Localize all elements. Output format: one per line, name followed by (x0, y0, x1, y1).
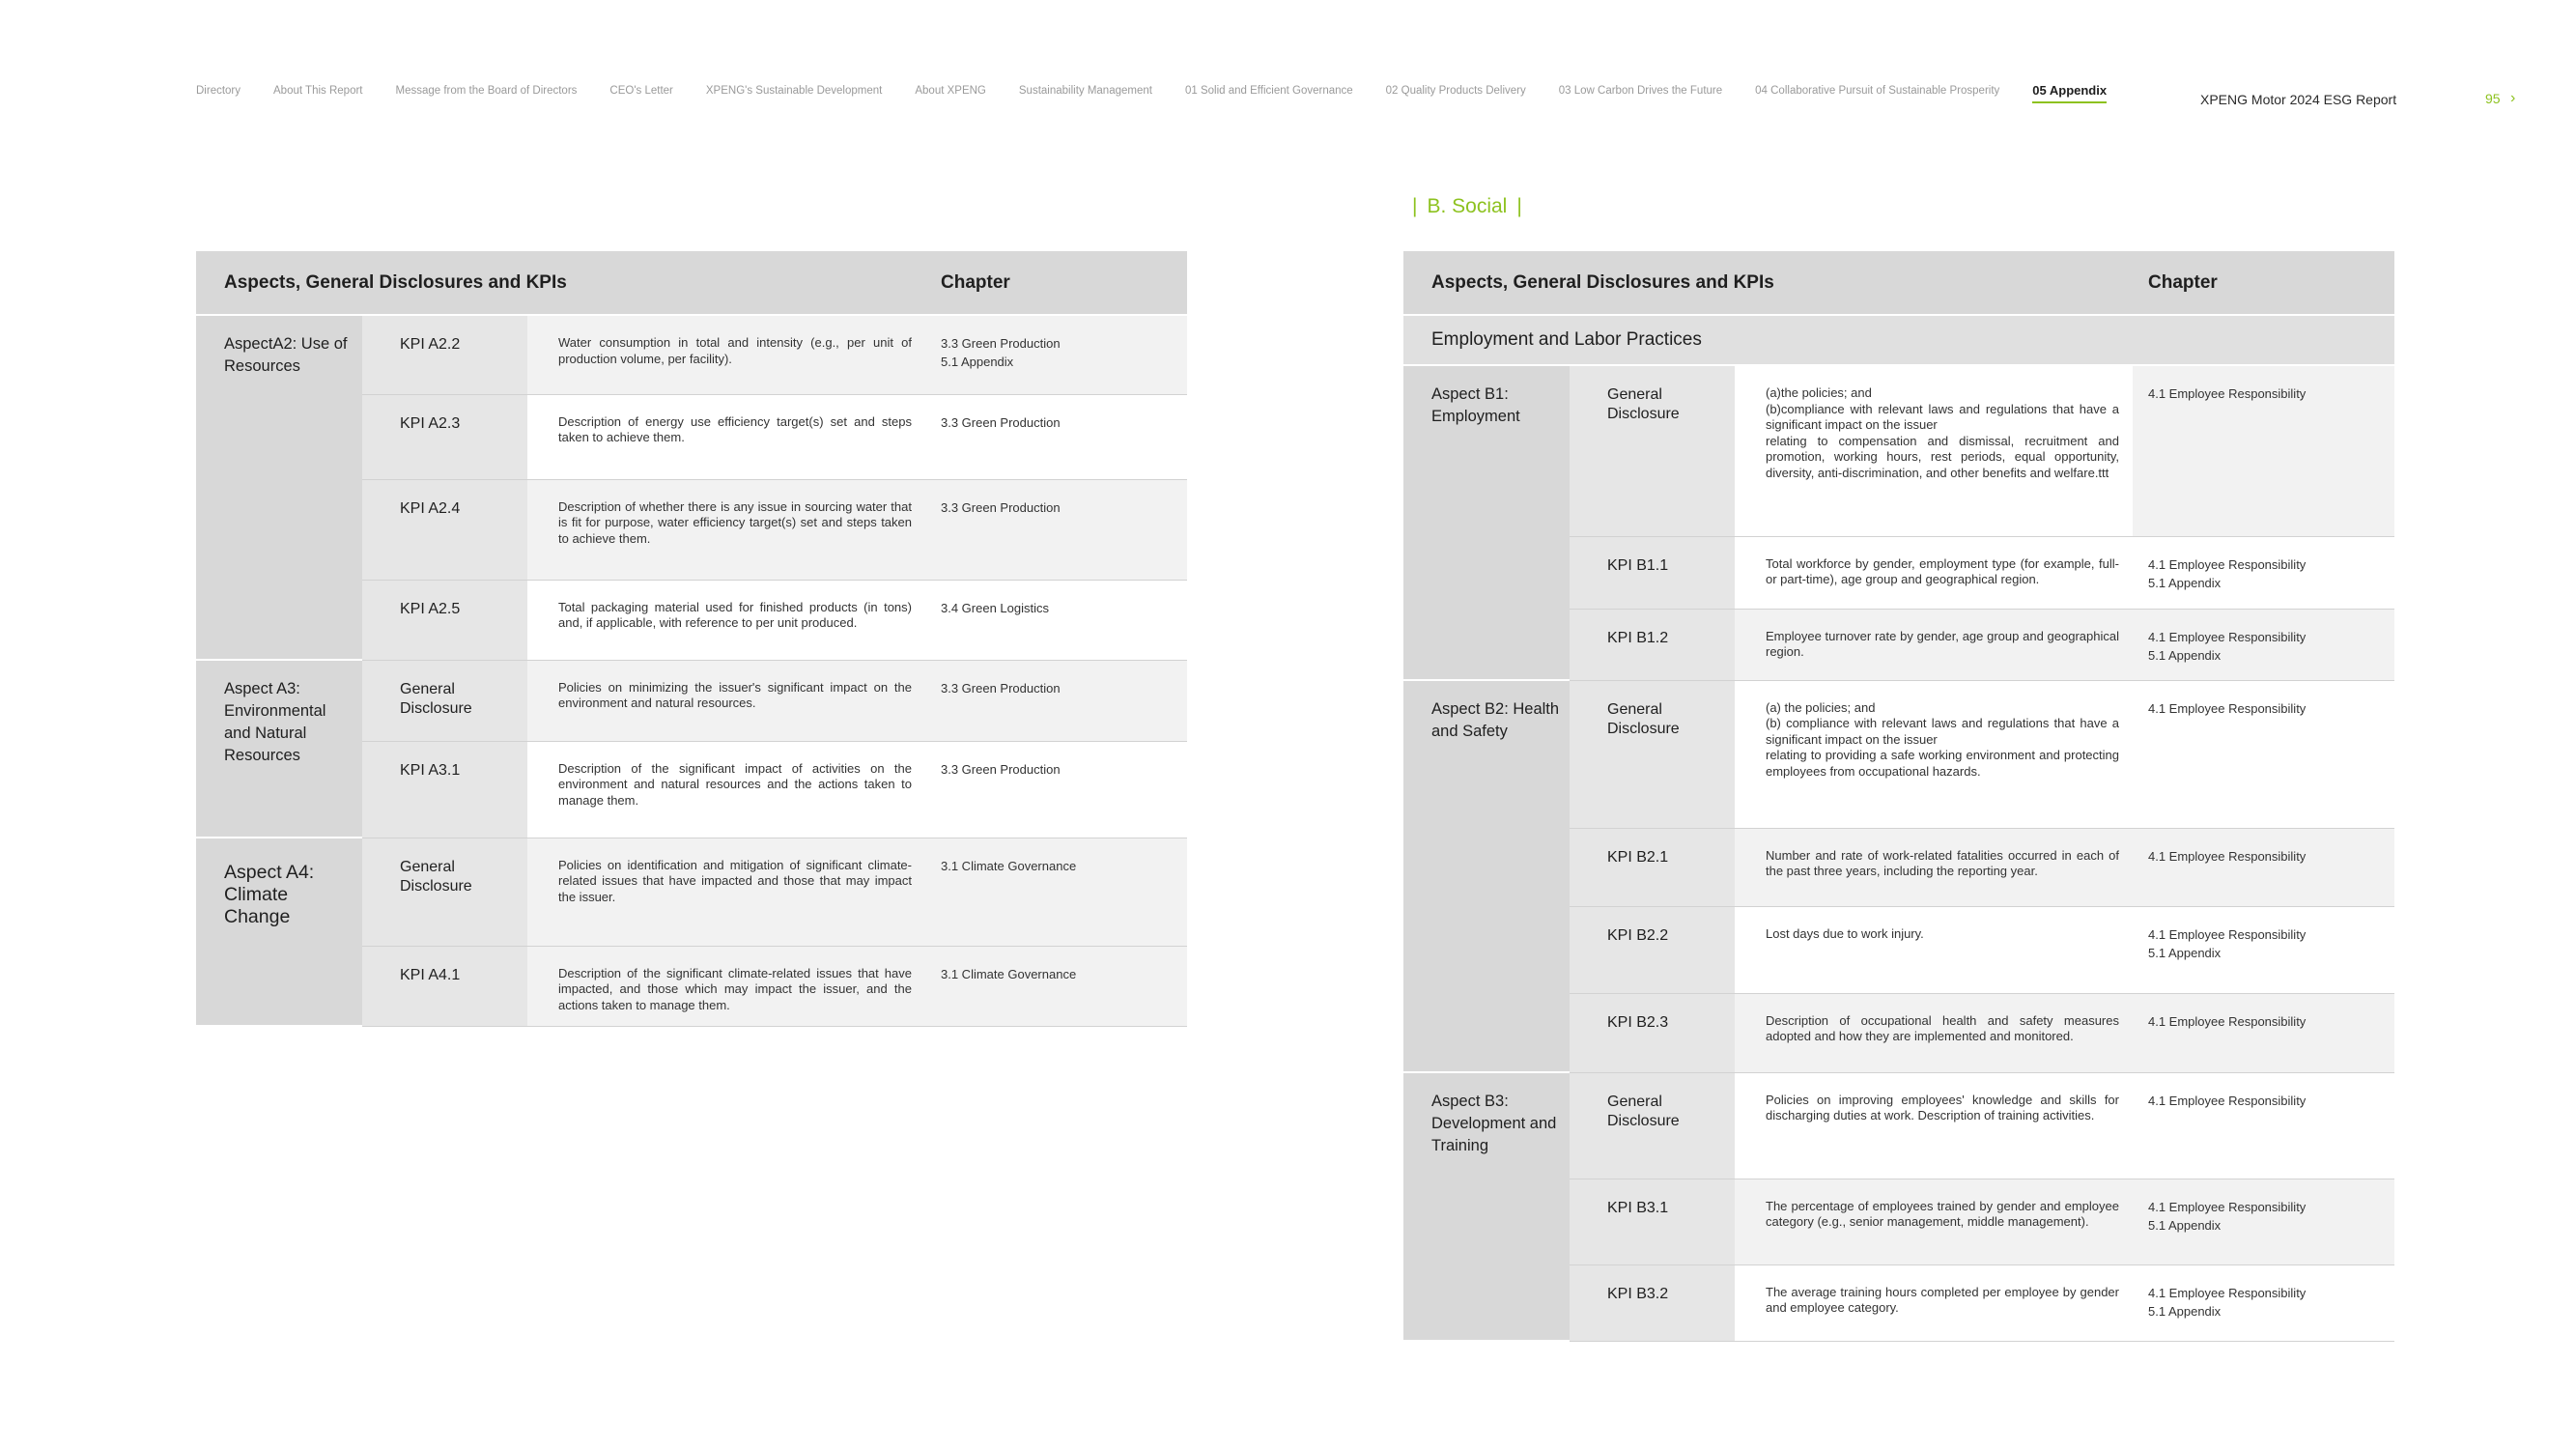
chapter-cell (2133, 1179, 2394, 1264)
table-header-row (196, 251, 1187, 315)
esg-index-table-social (1403, 251, 2394, 1342)
category-subheader: Employment and Labor Practices (1403, 315, 2394, 365)
chapter-cell (925, 580, 1187, 660)
nav-appendix-active[interactable]: 05 Appendix (2032, 83, 2107, 103)
nav-sustainability-management[interactable]: Sustainability Management (1018, 85, 1152, 97)
chapter-link[interactable]: 5.1 Appendix (2148, 575, 2222, 590)
description-cell (1735, 536, 2133, 609)
kpi-cell: KPI A2.3 (362, 394, 527, 479)
chapter-cell (2133, 828, 2394, 906)
chapter-link[interactable]: 3.3 Green Production (941, 336, 1061, 351)
kpi-cell: General Disclosure (362, 838, 527, 946)
kpi-cell: KPI A2.2 (362, 315, 527, 394)
nav-directory[interactable]: Directory (196, 85, 241, 97)
chapter-link[interactable]: 3.1 Climate Governance (941, 966, 1077, 981)
chapter-link[interactable]: 3.3 Green Production (941, 499, 1061, 515)
chapter-link[interactable]: 4.1 Employee Responsibility (2148, 1285, 2307, 1300)
description-line: The percentage of employees trained by gender and employee category (e.g., senior management, middle management). (1766, 1198, 2119, 1229)
table-row (1403, 1072, 2394, 1179)
chapter-cell (2133, 1264, 2394, 1341)
description-cell: Policies on minimizing the issuer's significant impact on the environment and natural resources. (527, 660, 925, 741)
kpi-cell: General Disclosure (1570, 680, 1735, 828)
description-cell (1735, 1179, 2133, 1264)
nav-chapter-01[interactable]: 01 Solid and Efficient Governance (1184, 85, 1353, 97)
aspect-cell: Aspect A3: Environmental and Natural Resources (196, 660, 362, 838)
description-cell: Description of the significant impact of activities on the environment and natural resources and the actions taken to manage them. (527, 741, 925, 838)
kpi-cell: KPI B1.1 (1570, 536, 1735, 609)
description-cell: Policies on identification and mitigation of significant climate-related issues that have impacted and those that may impact the issuer. (527, 838, 925, 946)
chapter-link[interactable]: 3.3 Green Production (941, 414, 1061, 430)
kpi-cell: KPI A2.4 (362, 479, 527, 580)
description-line: Total workforce by gender, employment type (for example, full- or part-time), age group and geographical region. (1766, 555, 2119, 586)
divider-bar: | (1412, 195, 1418, 217)
kpi-cell: KPI B2.2 (1570, 906, 1735, 993)
chapter-link[interactable]: 4.1 Employee Responsibility (2148, 700, 2307, 716)
description-cell (1735, 680, 2133, 828)
chapter-cell (2133, 365, 2394, 536)
chapter-cell (925, 394, 1187, 479)
chapter-link[interactable]: 4.1 Employee Responsibility (2148, 848, 2307, 864)
column-header-chapter: Chapter (925, 251, 1187, 315)
nav-chapter-04[interactable]: 04 Collaborative Pursuit of Sustainable Prosperity (1755, 85, 2000, 97)
chapter-link[interactable]: 5.1 Appendix (2148, 1303, 2222, 1319)
chapter-link[interactable]: 5.1 Appendix (941, 355, 1014, 369)
chapter-link[interactable]: 5.1 Appendix (2148, 647, 2222, 663)
chevron-right-icon[interactable]: › (2510, 90, 2516, 106)
chapter-link[interactable]: 4.1 Employee Responsibility (2148, 1199, 2307, 1214)
nav-sustainable-development[interactable]: XPENG's Sustainable Development (705, 85, 883, 97)
chapter-link[interactable]: 4.1 Employee Responsibility (2148, 1013, 2307, 1029)
chapter-link[interactable]: 3.3 Green Production (941, 680, 1061, 696)
description-line: (b) compliance with relevant laws and regulations that have a significant impact on the issuer (1766, 716, 2119, 747)
aspect-cell: Aspect B2: Health and Safety (1403, 680, 1570, 1072)
description-cell (1735, 609, 2133, 680)
chapter-link[interactable]: 3.4 Green Logistics (941, 600, 1050, 615)
description-line: (a) the policies; and (1766, 699, 1876, 715)
divider-bar: | (1516, 195, 1522, 217)
description-cell: Water consumption in total and intensity (e.g., per unit of production volume, per facility). (527, 315, 925, 394)
kpi-cell: KPI A2.5 (362, 580, 527, 660)
esg-index-table-environmental (196, 251, 1187, 1027)
chapter-cell (2133, 906, 2394, 993)
chapter-cell (925, 741, 1187, 838)
kpi-cell: General Disclosure (1570, 1072, 1735, 1179)
column-header-chapter: Chapter (2133, 251, 2394, 315)
kpi-cell: KPI A3.1 (362, 741, 527, 838)
table-header-row (1403, 251, 2394, 315)
top-navigation (196, 85, 2139, 114)
table-row (196, 838, 1187, 946)
aspect-cell: Aspect B1: Employment (1403, 365, 1570, 680)
chapter-cell (2133, 536, 2394, 609)
table-row (1403, 365, 2394, 536)
chapter-cell (2133, 993, 2394, 1072)
kpi-cell: KPI B1.2 (1570, 609, 1735, 680)
table-row (196, 315, 1187, 394)
description-cell (1735, 993, 2133, 1072)
chapter-link[interactable]: 4.1 Employee Responsibility (2148, 629, 2307, 644)
description-line: Number and rate of work-related fatalities occurred in each of the past three years, including the reporting year. (1766, 847, 2119, 878)
column-header-aspects: Aspects, General Disclosures and KPIs (196, 251, 925, 315)
subheader-row (1403, 315, 2394, 365)
table-row (196, 660, 1187, 741)
description-line: relating to compensation and dismissal, recruitment and promotion, working hours, rest periods, equal opportunity, diversity, anti-discrimination, and other benefits and welfare.ttt (1766, 433, 2119, 480)
chapter-cell (925, 315, 1187, 394)
description-line: The average training hours completed per employee by gender and employee category. (1766, 1284, 2119, 1315)
column-header-aspects: Aspects, General Disclosures and KPIs (1403, 251, 2133, 315)
kpi-cell: KPI B2.1 (1570, 828, 1735, 906)
description-cell: Description of energy use efficiency target(s) set and steps taken to achieve them. (527, 394, 925, 479)
description-cell (1735, 828, 2133, 906)
chapter-cell (925, 660, 1187, 741)
kpi-cell: KPI A4.1 (362, 946, 527, 1026)
nav-chapter-03[interactable]: 03 Low Carbon Drives the Future (1558, 85, 1723, 97)
chapter-cell (925, 946, 1187, 1026)
page-number: 95 (2485, 91, 2501, 106)
description-line: Policies on improving employees' knowledge and skills for discharging duties at work. Description of training activities. (1766, 1092, 2119, 1122)
nav-chapter-02[interactable]: 02 Quality Products Delivery (1385, 85, 1526, 97)
nav-about-this-report[interactable]: About This Report (273, 85, 363, 97)
report-title: XPENG Motor 2024 ESG Report (2200, 92, 2397, 107)
chapter-link[interactable]: 3.3 Green Production (941, 761, 1061, 777)
description-line: (b)compliance with relevant laws and regulations that have a significant impact on the issuer (1766, 401, 2119, 432)
nav-message-board[interactable]: Message from the Board of Directors (395, 85, 578, 97)
description-cell: Description of whether there is any issue in sourcing water that is fit for purpose, water efficiency target(s) set and steps taken to achieve them. (527, 479, 925, 580)
aspect-cell: Aspect B3: Development and Training (1403, 1072, 1570, 1341)
description-cell: Description of the significant climate-related issues that have impacted, and those which may impact the issuer, and the actions taken to manage them. (527, 946, 925, 1026)
description-cell (1735, 1264, 2133, 1341)
section-title: B. Social (1427, 195, 1508, 217)
description-line: relating to providing a safe working environment and protecting employees from occupational hazards. (1766, 748, 2119, 779)
description-line: Lost days due to work injury. (1766, 925, 1924, 941)
table-row (1403, 680, 2394, 828)
nav-about-xpeng[interactable]: About XPENG (915, 85, 986, 97)
chapter-link[interactable]: 4.1 Employee Responsibility (2148, 1093, 2307, 1108)
description-cell: Total packaging material used for finished products (in tons) and, if applicable, with reference to per unit produced. (527, 580, 925, 660)
description-line: (a)the policies; and (1766, 385, 1872, 400)
description-cell (1735, 365, 2133, 536)
description-cell (1735, 906, 2133, 993)
kpi-cell: KPI B3.2 (1570, 1264, 1735, 1341)
kpi-cell: General Disclosure (362, 660, 527, 741)
kpi-cell: General Disclosure (1570, 365, 1735, 536)
chapter-link[interactable]: 4.1 Employee Responsibility (2148, 556, 2307, 572)
kpi-cell: KPI B3.1 (1570, 1179, 1735, 1264)
description-line: Description of occupational health and safety measures adopted and how they are implemented and monitored. (1766, 1012, 2119, 1043)
chapter-cell (2133, 680, 2394, 828)
chapter-cell (925, 838, 1187, 946)
chapter-cell (925, 479, 1187, 580)
aspect-cell: AspectA2: Use of Resources (196, 315, 362, 660)
chapter-link[interactable]: 5.1 Appendix (2148, 1217, 2222, 1233)
chapter-link[interactable]: 4.1 Employee Responsibility (2148, 926, 2307, 942)
chapter-link[interactable]: 5.1 Appendix (2148, 945, 2222, 960)
chapter-link[interactable]: 3.1 Climate Governance (941, 858, 1077, 873)
chapter-cell (2133, 1072, 2394, 1179)
kpi-cell: KPI B2.3 (1570, 993, 1735, 1072)
section-header (1402, 195, 1532, 218)
description-cell (1735, 1072, 2133, 1179)
chapter-link[interactable]: 4.1 Employee Responsibility (2148, 386, 2307, 401)
aspect-cell: Aspect A4: Climate Change (196, 838, 362, 1026)
chapter-cell (2133, 609, 2394, 680)
nav-ceo-letter[interactable]: CEO's Letter (609, 85, 673, 97)
description-line: Employee turnover rate by gender, age group and geographical region. (1766, 628, 2119, 659)
